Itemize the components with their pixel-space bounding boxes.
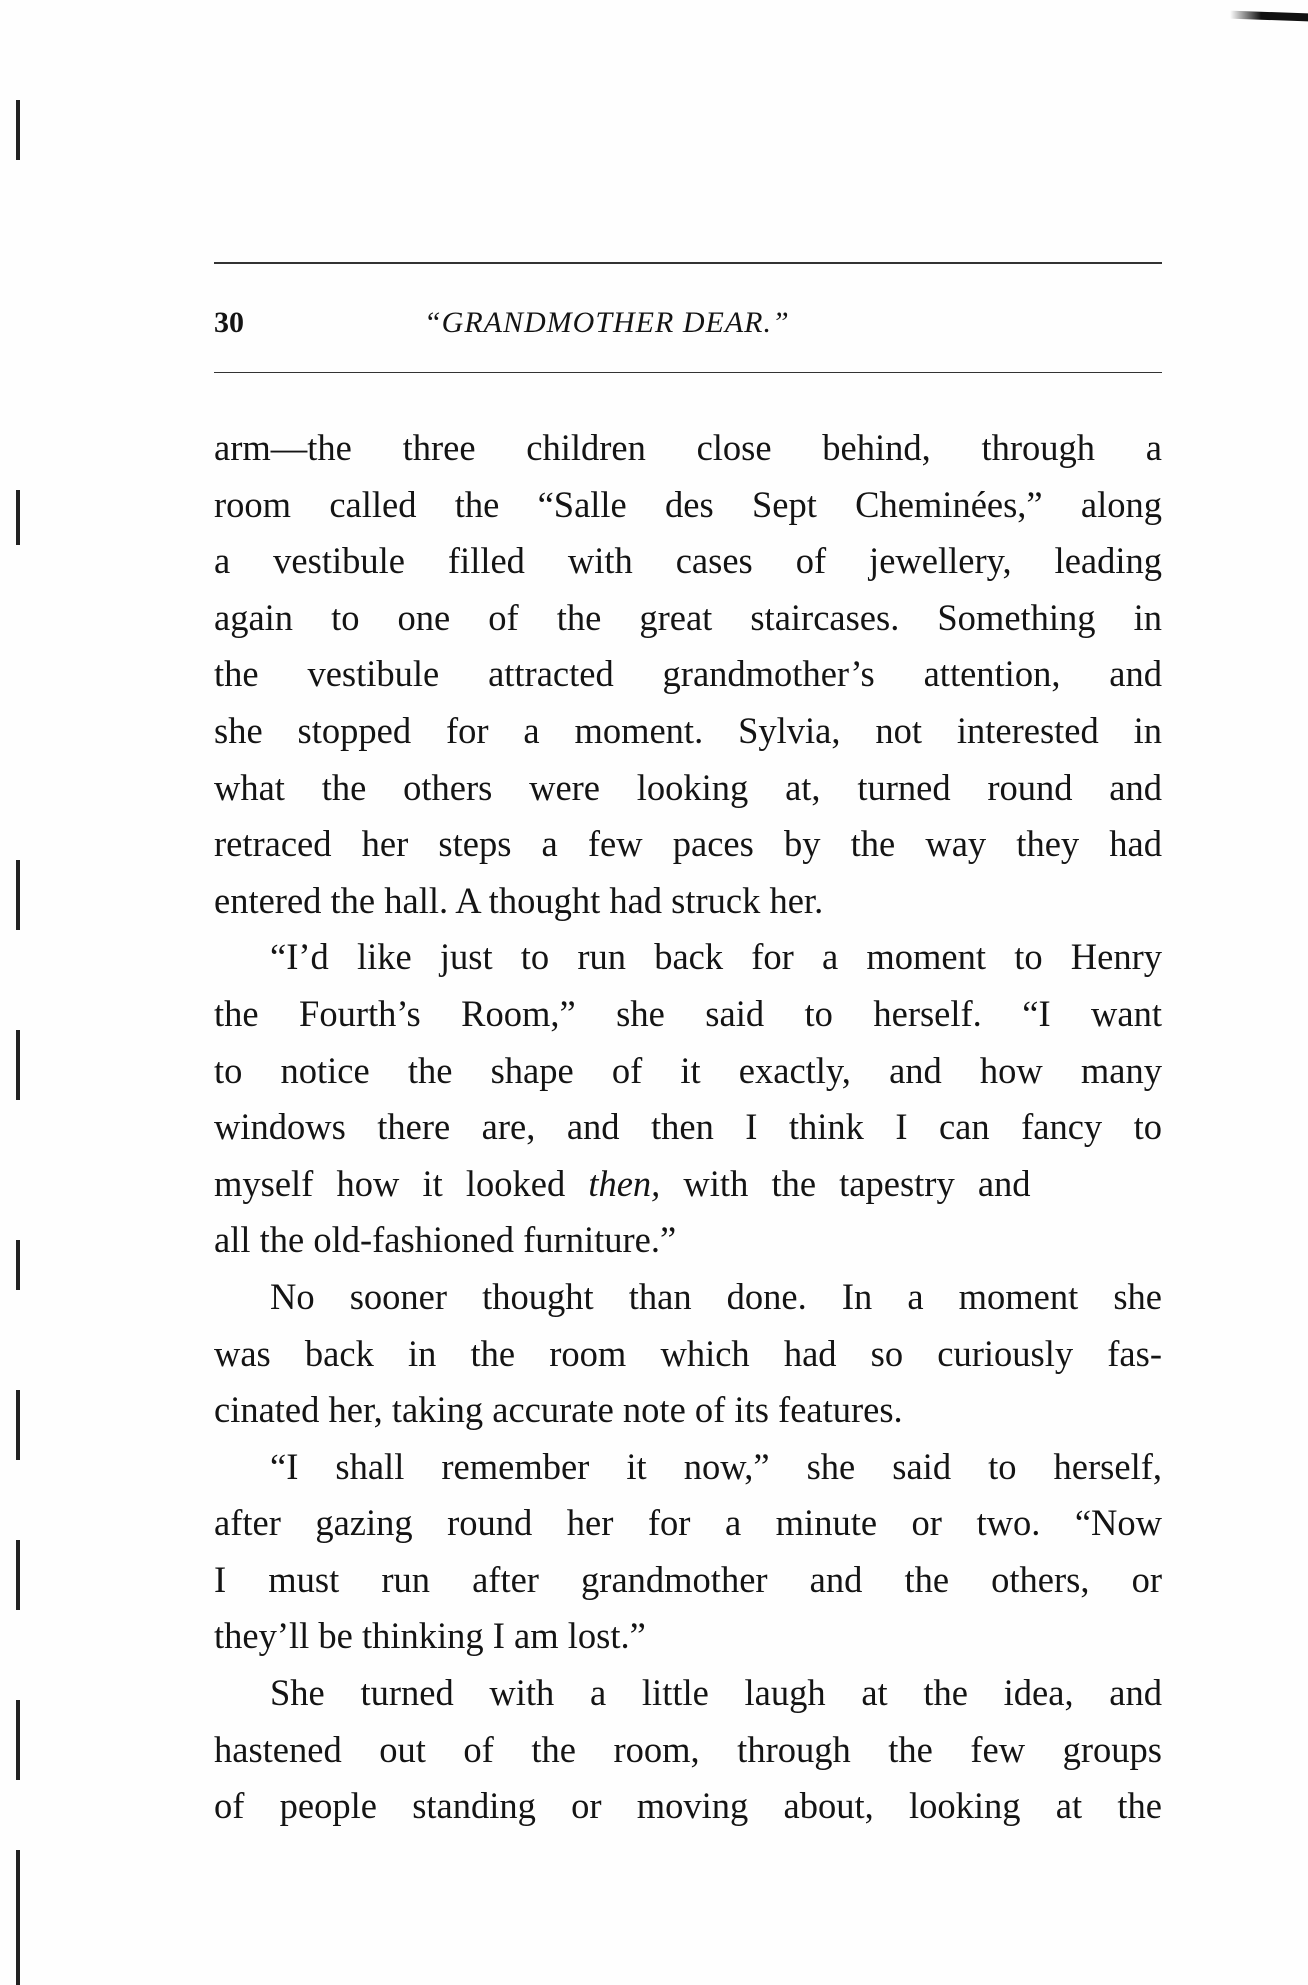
text-line: hastened out of the room, through the few groups — [214, 1728, 1162, 1770]
text-line — [214, 1156, 1162, 1213]
text-line: the Fourth’s Room,” she said to herself. “I want — [214, 992, 1162, 1034]
text-line: She turned with a little laugh at the idea, and — [270, 1672, 1162, 1714]
text-line: No sooner thought than done. In a moment she — [270, 1275, 1162, 1317]
text-line: all the old-fashioned furniture.” — [214, 1219, 677, 1261]
header-rule-bottom — [214, 372, 1162, 373]
text-line: again to one of the great staircases. Something in — [214, 596, 1162, 638]
text-line: of people standing or moving about, looking at the — [214, 1785, 1162, 1827]
scan-margin-mark — [16, 1240, 20, 1290]
text-line: “I shall remember it now,” she said to herself, — [270, 1445, 1162, 1487]
emphasis-text: then, — [588, 1162, 661, 1204]
scan-margin-mark — [16, 1700, 20, 1780]
scan-margin-mark — [16, 100, 20, 160]
text-segment: myself how it looked — [214, 1162, 589, 1204]
running-head — [214, 306, 1162, 346]
text-line: entered the hall. A thought had struck her. — [214, 879, 824, 921]
text-line: the vestibule attracted grandmother’s attention, and — [214, 653, 1162, 695]
scan-margin-mark — [16, 1540, 20, 1610]
text-line: “I’d like just to run back for a moment to Henry — [270, 936, 1162, 978]
running-title: “GRANDMOTHER DEAR.” — [424, 306, 790, 339]
page-number: 30 — [214, 306, 244, 339]
text-line: retraced her steps a few paces by the way they had — [214, 823, 1162, 865]
text-line: was back in the room which had so curiously fas- — [214, 1332, 1162, 1374]
scan-margin-mark — [16, 860, 20, 930]
text-line: they’ll be thinking I am lost.” — [214, 1615, 646, 1657]
scan-margin-mark — [16, 490, 20, 545]
scan-edge-mark — [1230, 11, 1308, 22]
header-rule-top — [214, 262, 1162, 264]
text-line: I must run after grandmother and the others, or — [214, 1558, 1162, 1600]
text-line: cinated her, taking accurate note of its features. — [214, 1389, 903, 1431]
text-line: a vestibule filled with cases of jewellery, leading — [214, 540, 1162, 582]
scan-margin-mark — [16, 1850, 20, 1985]
text-line: room called the “Salle des Sept Cheminées,” along — [214, 483, 1162, 525]
text-segment: with the tapestry and — [660, 1162, 1031, 1204]
text-line: what the others were looking at, turned round and — [214, 766, 1162, 808]
scan-margin-mark — [16, 1030, 20, 1100]
scan-margin-mark — [16, 1390, 20, 1460]
text-line: she stopped for a moment. Sylvia, not interested in — [214, 709, 1162, 751]
text-line: arm—the three children close behind, through a — [214, 427, 1162, 468]
body-text — [214, 420, 1162, 1835]
text-line: after gazing round her for a minute or two. “Now — [214, 1502, 1162, 1544]
text-line: to notice the shape of it exactly, and how many — [214, 1049, 1162, 1091]
text-line: windows there are, and then I think I can fancy to — [214, 1106, 1162, 1148]
